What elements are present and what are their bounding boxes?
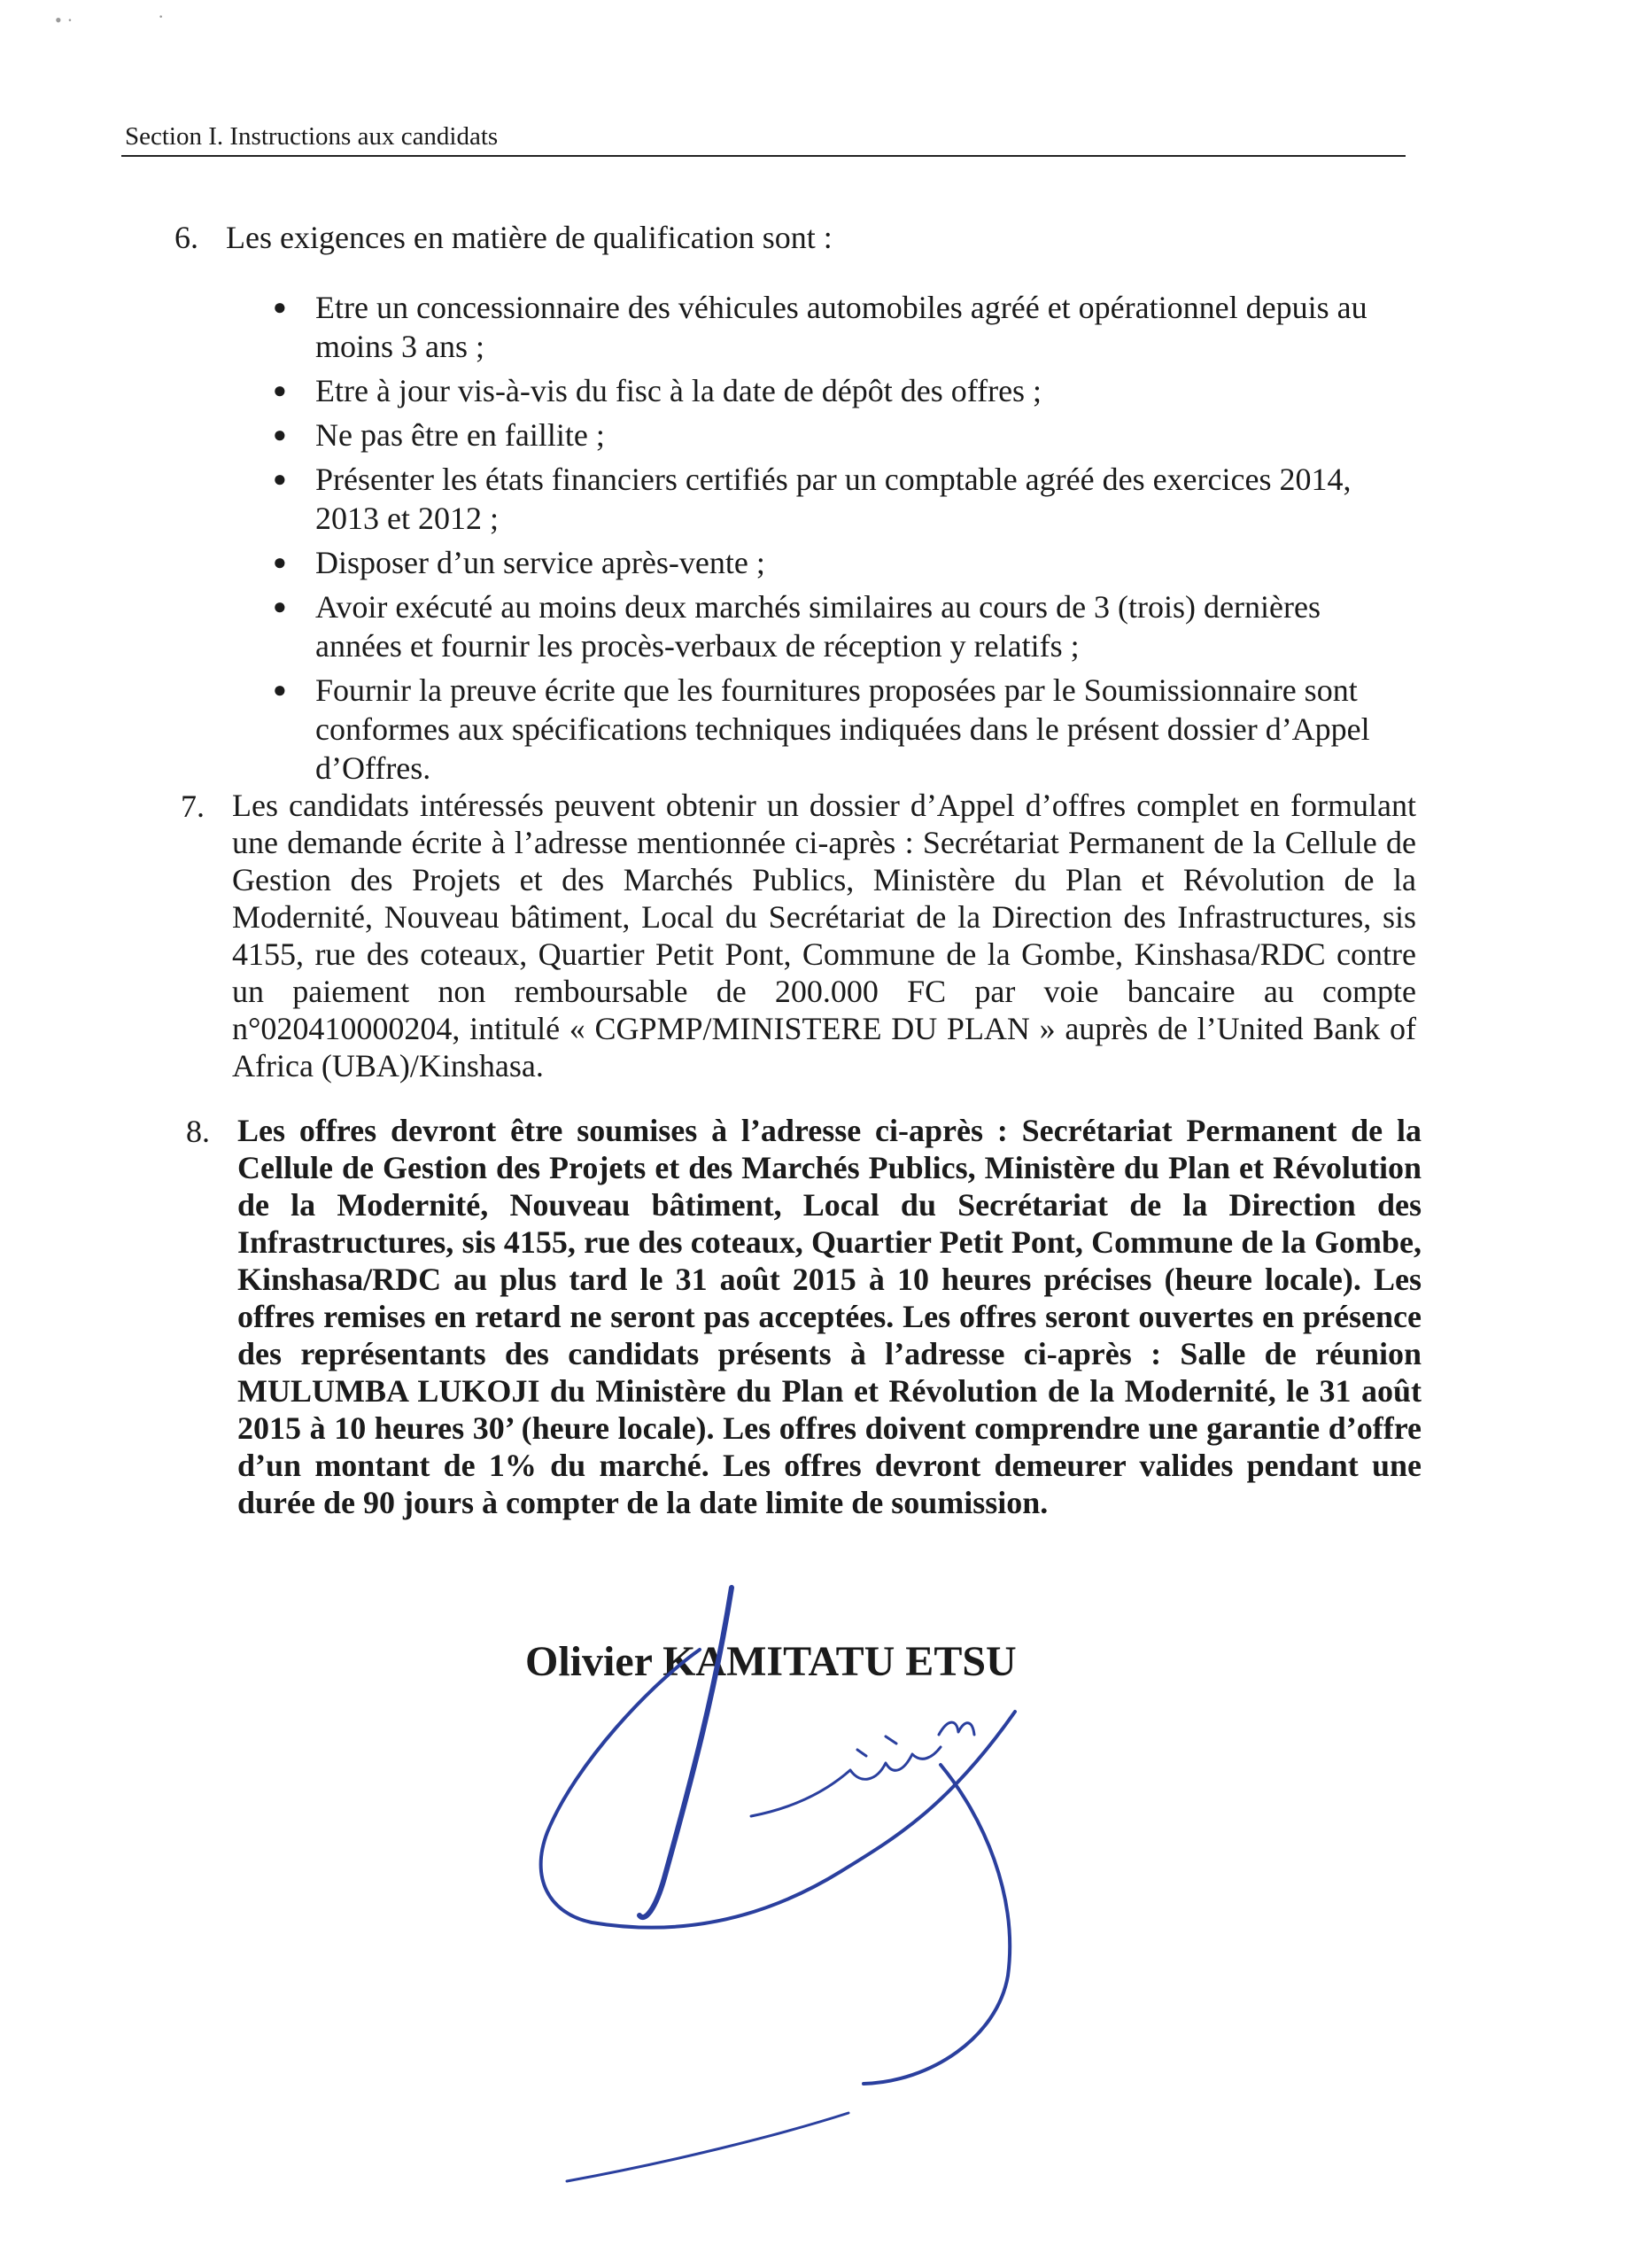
bullet-icon: ● bbox=[273, 422, 287, 447]
signatory-name: Olivier KAMITATU ETSU bbox=[525, 1638, 1017, 1685]
list-item: ● Présenter les états financiers certifiés par un comptable agréé des exercices 2014, 2013 et 2012 ; bbox=[273, 462, 1352, 536]
list-item: ● Avoir exécuté au moins deux marchés similaires au cours de 3 (trois) dernières années et fournir les procès-verbaux de réception y relatifs ; bbox=[273, 589, 1321, 664]
qualification-heading: Les exigences en matière de qualification sont : bbox=[226, 220, 833, 255]
scan-speck: • · bbox=[55, 9, 74, 31]
list-item: ● Disposer d’un service après-vente ; bbox=[273, 545, 765, 580]
dossier-paragraph: Les candidats intéressés peuvent obtenir un dossier d’Appel d’offres complet en formulant une demande écrite à l’adresse mentionnée ci-après : Secrétariat Permanent de la Cellule de Gestion des Projets et des Marchés Publics, Ministère du Plan et Révolution de la Modernité, Nouveau bâtiment, Local du Secrétariat de la Direction des Infrastructures, sis 4155, rue des coteaux, Quartier Petit Pont, Commune de la Gombe, Kinshasa/RDC contre un paiement non remboursable de 200.000 FC par voie bancaire au compte n°020410000204, intitulé « CGPMP/MINISTERE DU PLAN » auprès de l’United Bank of Africa (UBA)/Kinshasa. bbox=[232, 788, 1416, 1084]
bullet-icon: ● bbox=[273, 294, 287, 320]
bullet-icon: ● bbox=[273, 677, 287, 703]
list-item: ● Etre un concessionnaire des véhicules automobiles agréé et opérationnel depuis au moins 3 ans ; bbox=[273, 290, 1367, 364]
section-title: Section I. Instructions aux candidats bbox=[125, 122, 499, 151]
item-number: 6. bbox=[174, 220, 198, 255]
list-item: ● Fournir la preuve écrite que les fournitures proposées par le Soumissionnaire sont conformes aux spécifications techniques indiquées dans le présent dossier d’Appel d’Offres. bbox=[273, 672, 1370, 786]
list-item: ● Etre à jour vis-à-vis du fisc à la date de dépôt des offres ; bbox=[273, 373, 1042, 408]
bullet-icon: ● bbox=[273, 594, 287, 619]
bullet-icon: ● bbox=[273, 377, 287, 403]
item-number: 7. bbox=[181, 788, 205, 824]
submission-paragraph: Les offres devront être soumises à l’adresse ci-après : Secrétariat Permanent de la Cellule de Gestion des Projets et des Marchés Publics, Ministère du Plan et Révolution de la Modernité, Nouveau bâtiment, Local du Secrétariat de la Direction des Infrastructures, sis 4155, rue des coteaux, Quartier Petit Pont, Commune de la Gombe, Kinshasa/RDC au plus tard le 31 août 2015 à 10 heures précises (heure locale). Les offres remises en retard ne seront pas acceptées. Les offres seront ouvertes en présence des représentants des candidats présents à l’adresse ci-après : Salle de réunion MULUMBA LUKOJI du Ministère du Plan et Révolution de la Modernité, le 31 août 2015 à 10 heures 30’ (heure locale). Les offres doivent comprendre une garantie d’offre d’un montant de 1% du marché. Les offres devront demeurer valides pendant une durée de 90 jours à compter de la date limite de soumission. bbox=[237, 1113, 1422, 1520]
scan-speck: · bbox=[158, 5, 165, 27]
bullet-icon: ● bbox=[273, 466, 287, 492]
list-item: ● Ne pas être en faillite ; bbox=[273, 417, 605, 453]
item-number: 8. bbox=[186, 1114, 210, 1149]
bullet-icon: ● bbox=[273, 549, 287, 575]
